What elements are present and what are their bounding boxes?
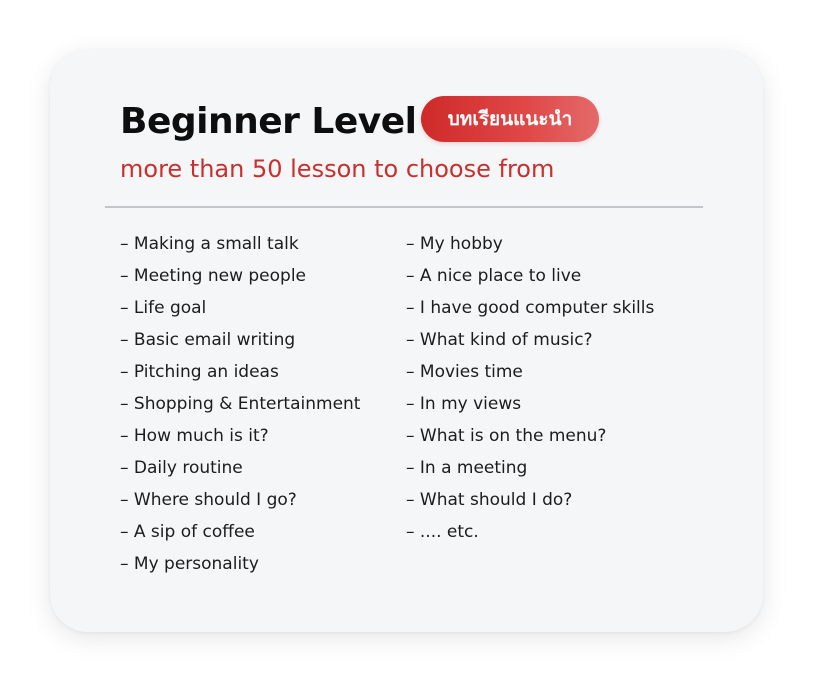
list-item: – Movies time <box>406 362 523 382</box>
list-item: – In my views <box>406 394 522 414</box>
list-item: – .... etc. <box>406 522 479 542</box>
divider <box>105 206 703 208</box>
list-item: – Pitching an ideas <box>120 362 279 382</box>
card-subtitle: more than 50 lesson to choose from <box>120 155 555 183</box>
list-item: – My personality <box>120 554 259 574</box>
list-item: – Life goal <box>120 298 207 318</box>
list-item: – My hobby <box>406 234 503 254</box>
list-item: – What is on the menu? <box>406 426 607 446</box>
list-item: – I have good computer skills <box>406 298 655 318</box>
list-item: – A sip of coffee <box>120 522 255 542</box>
list-item: – Shopping & Entertainment <box>120 394 361 414</box>
list-item: – What should I do? <box>406 490 573 510</box>
card-title: Beginner Level <box>120 101 417 142</box>
list-item: – Where should I go? <box>120 490 297 510</box>
list-item: – Basic email writing <box>120 330 296 350</box>
lesson-card <box>50 50 763 632</box>
list-item: – How much is it? <box>120 426 269 446</box>
list-item: – Meeting new people <box>120 266 307 286</box>
list-item: – Daily routine <box>120 458 243 478</box>
lesson-list-left <box>120 228 400 580</box>
list-item: – Making a small talk <box>120 234 299 254</box>
list-item: – What kind of music? <box>406 330 593 350</box>
lesson-list-right <box>406 228 706 548</box>
recommended-lessons-badge[interactable]: บทเรียนแนะนำ <box>421 96 599 142</box>
list-item: – A nice place to live <box>406 266 582 286</box>
list-item: – In a meeting <box>406 458 528 478</box>
